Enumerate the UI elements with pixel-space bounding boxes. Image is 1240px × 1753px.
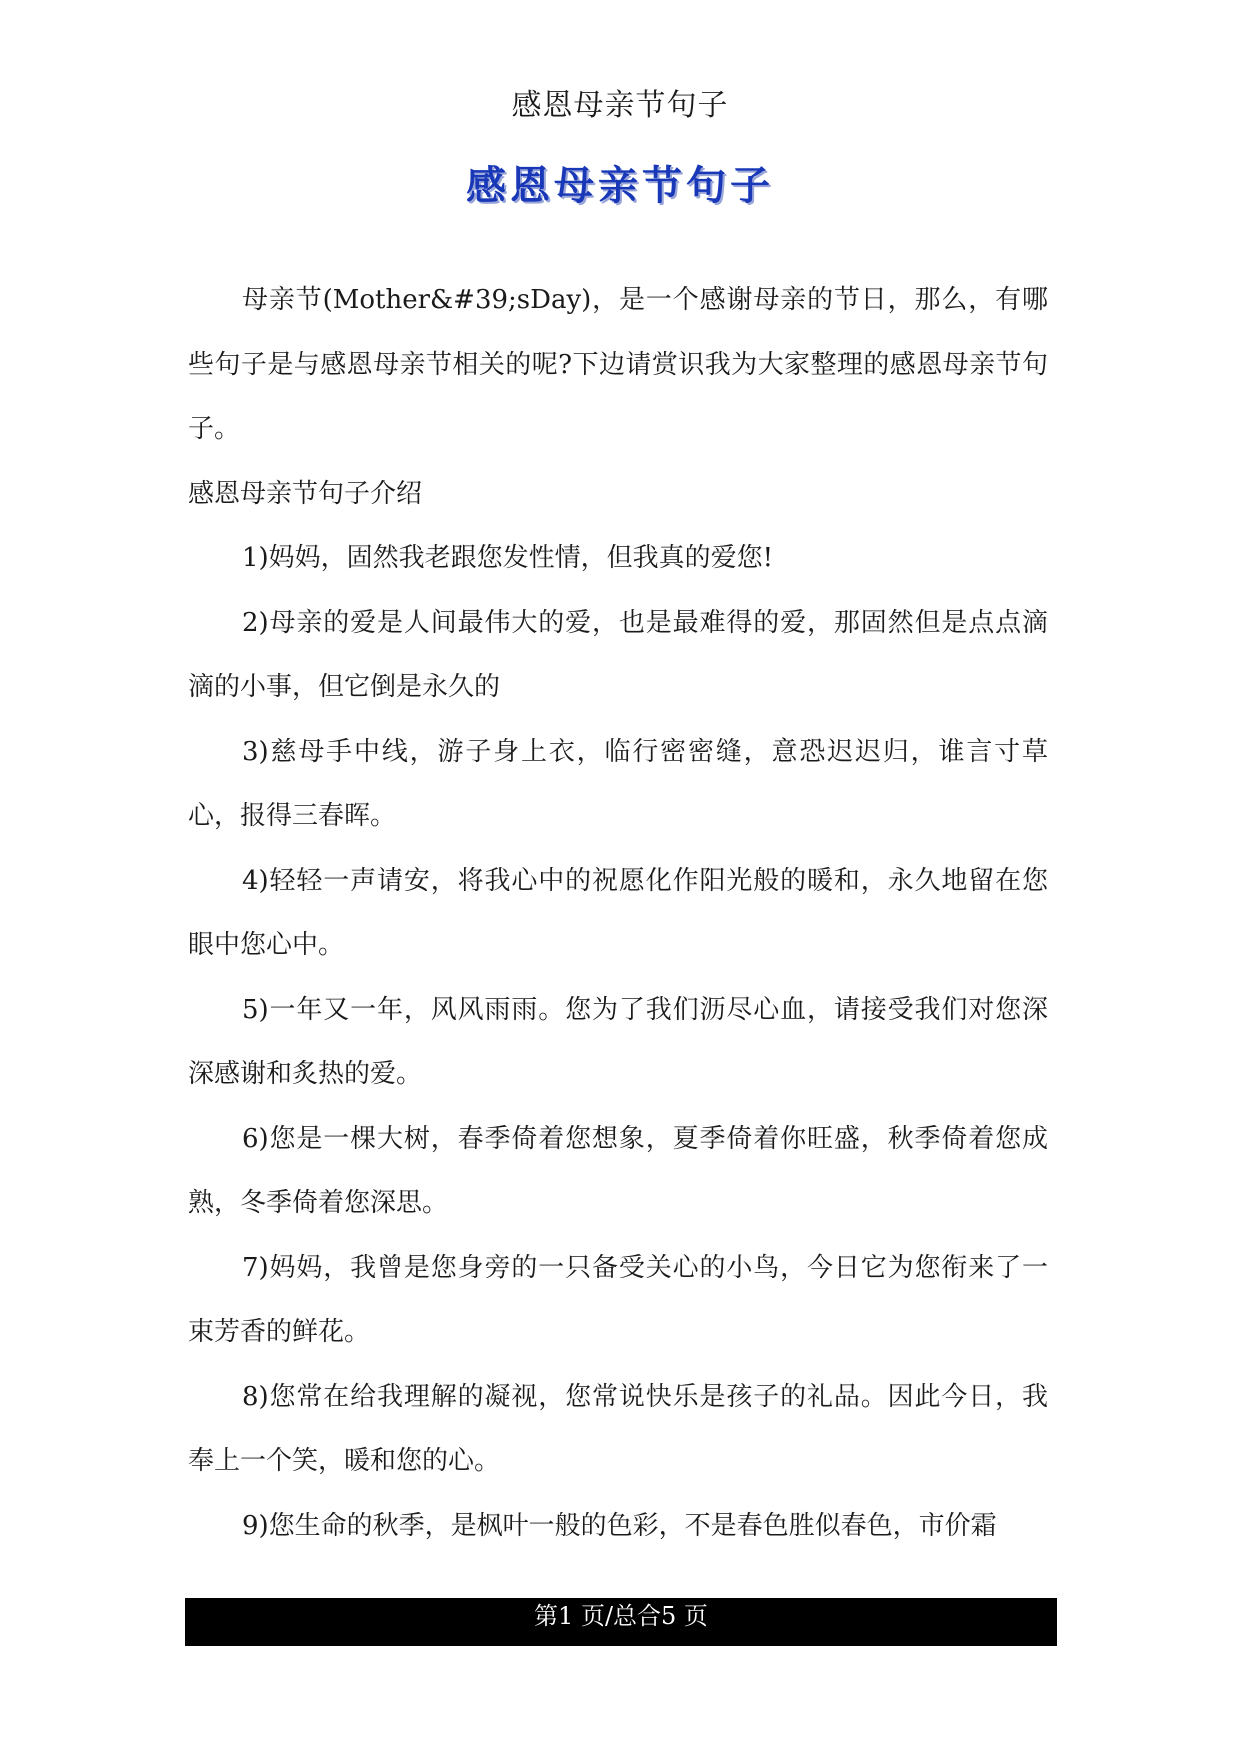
list-item: 5)一年又一年，风风雨雨。您为了我们沥尽心血，请接受我们对您深深感谢和炙热的爱。 [188,994,1048,1089]
intro-paragraph: 母亲节(Mother&#39;sDay)，是一个感谢母亲的节日，那么，有哪些句子是与感恩母亲节相关的呢?下边请赏识我为大家整理的感恩母亲节句子。 [188,285,1048,444]
page-number-label: 第1 页/总合5 页 [534,1602,708,1630]
list-item: 4)轻轻一声请安，将我心中的祝愿化作阳光般的暖和，永久地留在您眼中您心中。 [188,865,1048,960]
list-item: 8)您常在给我理解的凝视，您常说快乐是孩子的礼品。因此今日，我奉上一个笑，暖和您的心。 [188,1381,1048,1476]
page-footer [185,1598,1057,1646]
list-item: 3)慈母手中线，游子身上衣，临行密密缝，意恐迟迟归，谁言寸草心，报得三春晖。 [188,736,1048,831]
section-heading: 感恩母亲节句子介绍 [188,478,423,509]
list-item: 9)您生命的秋季，是枫叶一般的色彩，不是春色胜似春色，市价霜 [242,1510,997,1541]
list-item: 1)妈妈，固然我老跟您发性情，但我真的爱您! [242,543,774,573]
document-body [188,268,1048,1558]
document-title: 感恩母亲节句子 [466,163,774,209]
list-item: 2)母亲的爱是人间最伟大的爱，也是最难得的爱，那固然但是点点滴滴的小事，但它倒是永久的 [188,607,1048,702]
list-item: 6)您是一棵大树，春季倚着您想象，夏季倚着你旺盛，秋季倚着您成熟，冬季倚着您深思。 [188,1123,1048,1218]
list-item: 7)妈妈，我曾是您身旁的一只备受关心的小鸟，今日它为您衔来了一束芳香的鲜花。 [188,1252,1048,1347]
page-header-title: 感恩母亲节句子 [511,88,729,123]
